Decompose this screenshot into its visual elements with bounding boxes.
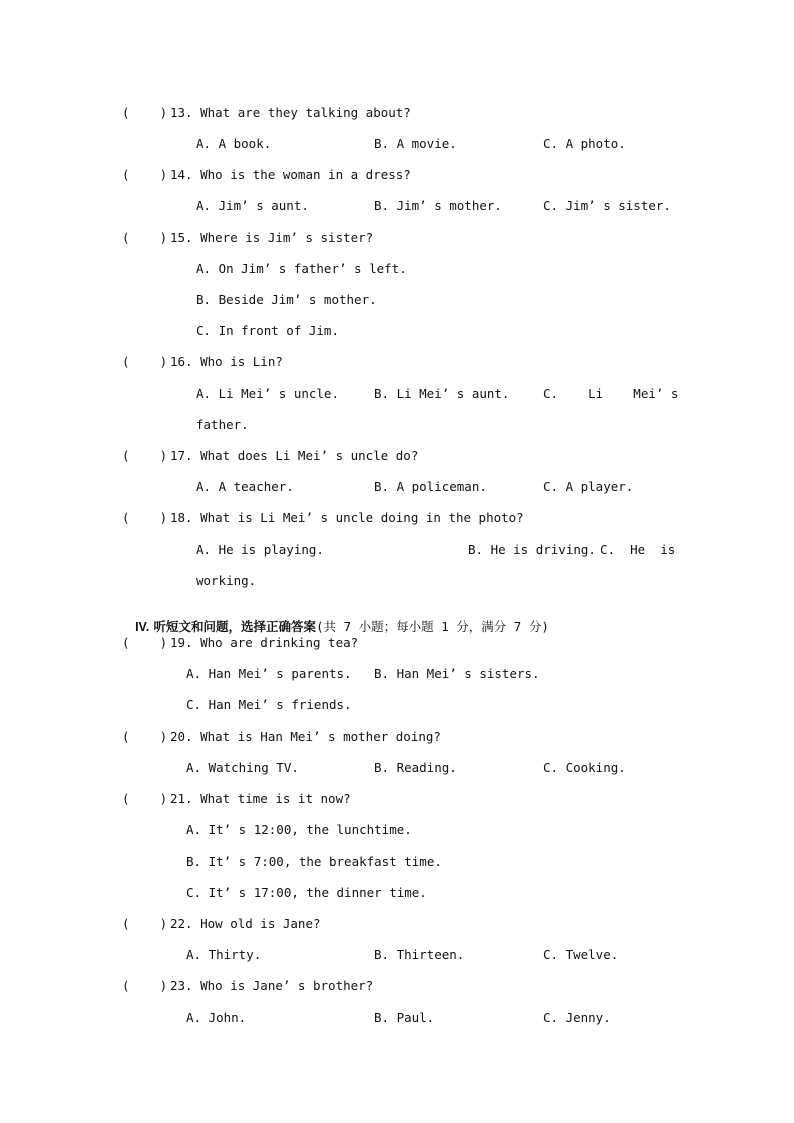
q20-option-a: A. Watching TV. <box>186 760 299 775</box>
answer-blank: ( ) <box>122 978 168 993</box>
q20-option-b: B. Reading. <box>374 760 457 775</box>
q19-option-b: B. Han Mei’ s sisters. <box>374 666 540 681</box>
q18-option-b: B. He is driving. <box>468 542 596 557</box>
question-22: 22. How old is Jane? <box>170 916 321 931</box>
q13-option-a: A. A book. <box>196 136 272 151</box>
q22-option-b: B. Thirteen. <box>374 947 465 962</box>
answer-blank: ( ) <box>122 167 168 182</box>
q15-option-a: A. On Jim’ s father’ s left. <box>196 261 407 276</box>
answer-blank: ( ) <box>122 791 168 806</box>
question-23: 23. Who is Jane’ s brother? <box>170 978 374 993</box>
question-16: 16. Who is Lin? <box>170 354 283 369</box>
q16-option-c: C. Li Mei’ s <box>543 386 679 401</box>
answer-blank: ( ) <box>122 916 168 931</box>
section-score: (共 7 小题；每小题 1 分，满分 7 分) <box>316 619 549 634</box>
q20-option-c: C. Cooking. <box>543 760 626 775</box>
answer-blank: ( ) <box>122 729 168 744</box>
q23-option-a: A. John. <box>186 1010 247 1025</box>
question-14: 14. Who is the woman in a dress? <box>170 167 411 182</box>
q18-option-c-wrap: working. <box>196 573 257 588</box>
q16-option-a: A. Li Mei’ s uncle. <box>196 386 339 401</box>
question-15: 15. Where is Jim’ s sister? <box>170 230 374 245</box>
q23-option-c: C. Jenny. <box>543 1010 611 1025</box>
question-19: 19. Who are drinking tea? <box>170 635 359 650</box>
section-heading <box>120 603 549 635</box>
question-18: 18. What is Li Mei’ s uncle doing in the photo? <box>170 510 524 525</box>
section-number: IV. <box>135 620 150 634</box>
q21-option-b: B. It’ s 7:00, the breakfast time. <box>186 854 442 869</box>
answer-blank: ( ) <box>122 510 168 525</box>
q15-option-b: B. Beside Jim’ s mother. <box>196 292 377 307</box>
q13-option-c: C. A photo. <box>543 136 626 151</box>
q22-option-a: A. Thirty. <box>186 947 262 962</box>
q17-option-b: B. A policeman. <box>374 479 487 494</box>
answer-blank: ( ) <box>122 354 168 369</box>
q19-option-c: C. Han Mei’ s friends. <box>186 697 352 712</box>
q14-option-a: A. Jim’ s aunt. <box>196 198 309 213</box>
q13-option-b: B. A movie. <box>374 136 457 151</box>
answer-blank: ( ) <box>122 635 168 650</box>
question-21: 21. What time is it now? <box>170 791 351 806</box>
q16-option-b: B. Li Mei’ s aunt. <box>374 386 510 401</box>
q21-option-c: C. It’ s 17:00, the dinner time. <box>186 885 427 900</box>
q14-option-c: C. Jim’ s sister. <box>543 198 671 213</box>
q19-option-a: A. Han Mei’ s parents. <box>186 666 352 681</box>
q23-option-b: B. Paul. <box>374 1010 435 1025</box>
answer-blank: ( ) <box>122 448 168 463</box>
question-20: 20. What is Han Mei’ s mother doing? <box>170 729 441 744</box>
q16-option-c-wrap: father. <box>196 417 249 432</box>
section-title: 听短文和问题，选择正确答案 <box>149 619 317 634</box>
question-13: 13. What are they talking about? <box>170 105 411 120</box>
q17-option-c: C. A player. <box>543 479 634 494</box>
q17-option-a: A. A teacher. <box>196 479 294 494</box>
question-17: 17. What does Li Mei’ s uncle do? <box>170 448 419 463</box>
q18-option-c: C. He is <box>600 542 676 557</box>
answer-blank: ( ) <box>122 105 168 120</box>
q22-option-c: C. Twelve. <box>543 947 619 962</box>
q21-option-a: A. It’ s 12:00, the lunchtime. <box>186 822 412 837</box>
q14-option-b: B. Jim’ s mother. <box>374 198 502 213</box>
answer-blank: ( ) <box>122 230 168 245</box>
q15-option-c: C. In front of Jim. <box>196 323 339 338</box>
q18-option-a: A. He is playing. <box>196 542 324 557</box>
